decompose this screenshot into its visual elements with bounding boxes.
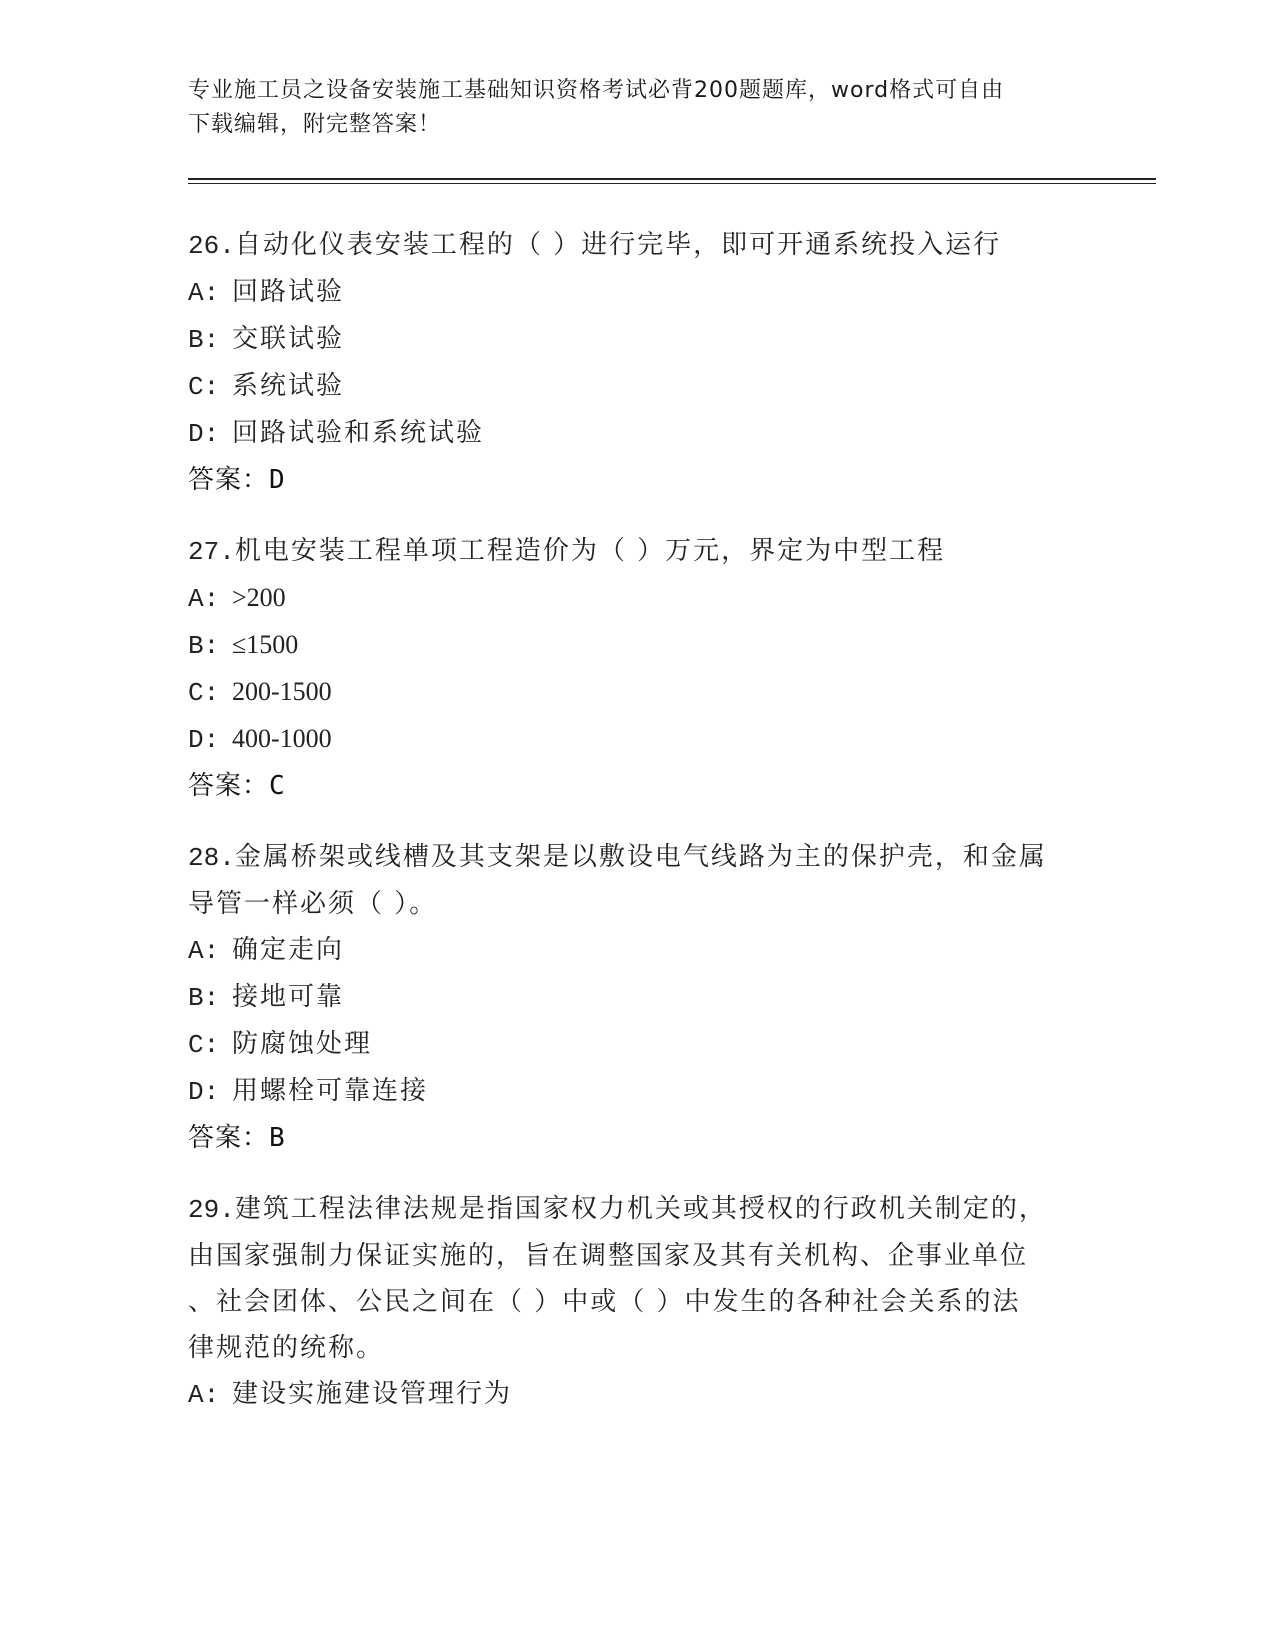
option-d — [188, 1068, 1088, 1115]
option-text: 确定走向 — [232, 935, 345, 965]
option-text: 400-1000 — [232, 724, 332, 753]
question-stem-continued: 律规范的统称。 — [188, 1333, 385, 1363]
document-header — [188, 74, 1068, 142]
question-26 — [188, 222, 1088, 503]
question-stem — [188, 834, 1088, 881]
option-d — [188, 410, 1088, 457]
question-stem-continued: 导管一样必须（ ）。 — [188, 889, 438, 919]
question-29 — [188, 1186, 1088, 1418]
header-divider-thick — [188, 178, 1156, 180]
option-text: 接地可靠 — [232, 982, 345, 1012]
question-stem-continued: 、社会团体、公民之间在（ ）中或（ ）中发生的各种社会关系的法 — [188, 1287, 1021, 1317]
answer-label: 答案： — [188, 771, 270, 801]
answer-line — [188, 1115, 1088, 1161]
option-d — [188, 716, 1088, 763]
option-a — [188, 575, 1088, 622]
question-stem — [188, 222, 1088, 269]
option-text: 系统试验 — [232, 371, 345, 401]
question-stem-line: 金属桥架或线槽及其支架是以敷设电气线路为主的保护壳，和金属 — [234, 842, 1047, 872]
option-c — [188, 669, 1088, 716]
option-key: B: — [188, 631, 220, 661]
option-key: C: — [188, 372, 220, 402]
answer-line — [188, 763, 1088, 809]
option-a — [188, 269, 1088, 316]
question-number: 27. — [188, 537, 235, 567]
answer-value: C — [269, 771, 286, 801]
option-a — [188, 927, 1088, 974]
option-key: D: — [188, 419, 220, 449]
answer-line — [188, 457, 1088, 503]
header-line-1: 专业施工员之设备安装施工基础知识资格考试必背200题题库，word格式可自由 — [188, 78, 1005, 103]
answer-label: 答案： — [188, 465, 270, 495]
question-stem-continued: 由国家强制力保证实施的，旨在调整国家及其有关机构、企事业单位 — [188, 1241, 1029, 1271]
header-divider-thin — [188, 183, 1156, 184]
option-a — [188, 1371, 1088, 1418]
question-number: 26. — [188, 231, 235, 261]
question-stem-line: 建筑工程法律法规是指国家权力机关或其授权的行政机关制定的， — [234, 1194, 1047, 1224]
question-number: 29. — [188, 1195, 235, 1225]
option-text: 回路试验 — [232, 277, 345, 307]
option-key: A: — [188, 1380, 220, 1410]
option-key: C: — [188, 1030, 220, 1060]
option-b — [188, 974, 1088, 1021]
question-stem-line: 自动化仪表安装工程的（ ）进行完毕，即可开通系统投入运行 — [234, 230, 1002, 260]
option-text: 用螺栓可靠连接 — [232, 1076, 429, 1106]
question-number: 28. — [188, 843, 235, 873]
option-key: D: — [188, 1077, 220, 1107]
option-b — [188, 316, 1088, 363]
option-text: 防腐蚀处理 — [232, 1029, 373, 1059]
option-key: A: — [188, 936, 220, 966]
option-b — [188, 622, 1088, 669]
header-line-2: 下载编辑，附完整答案！ — [188, 112, 442, 137]
option-key: B: — [188, 983, 220, 1013]
option-text: >200 — [232, 583, 286, 612]
option-text: ≤1500 — [232, 630, 299, 659]
answer-value: D — [269, 465, 286, 495]
option-key: A: — [188, 584, 220, 614]
question-stem-line: 机电安装工程单项工程造价为（ ）万元，界定为中型工程 — [234, 536, 946, 566]
answer-value: B — [269, 1123, 286, 1153]
option-text: 交联试验 — [232, 324, 345, 354]
option-text: 回路试验和系统试验 — [232, 418, 485, 448]
option-key: B: — [188, 325, 220, 355]
option-key: D: — [188, 725, 220, 755]
option-key: C: — [188, 678, 220, 708]
question-28 — [188, 834, 1088, 1161]
answer-label: 答案： — [188, 1123, 270, 1153]
question-27 — [188, 528, 1088, 809]
question-stem — [188, 528, 1088, 575]
option-text: 建设实施建设管理行为 — [232, 1379, 513, 1409]
option-c — [188, 1021, 1088, 1068]
option-text: 200-1500 — [232, 677, 332, 706]
question-stem — [188, 1186, 1088, 1233]
option-c — [188, 363, 1088, 410]
option-key: A: — [188, 278, 220, 308]
